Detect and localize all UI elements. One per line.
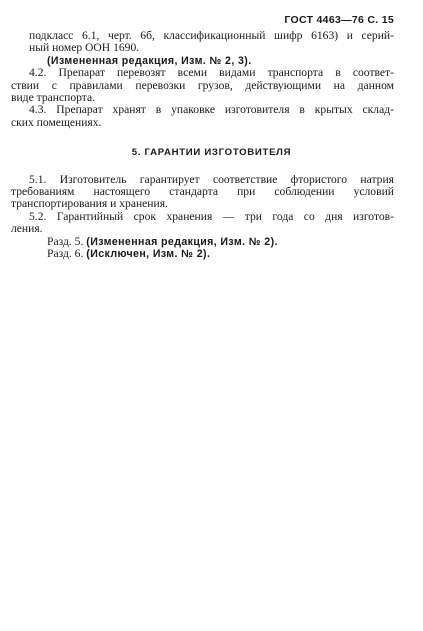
paragraph-4-2 [11, 66, 394, 105]
body-text [11, 29, 394, 261]
text-line: требованиям настоящего стандарта при соблюдении условий [11, 185, 394, 199]
paragraph-5-2 [11, 209, 394, 236]
text-line: ских помещениях. [11, 115, 102, 129]
section-title: 5. ГАРАНТИИ ИЗГОТОВИТЕЛЯ [131, 147, 292, 159]
section-ref: Разд. 5. [47, 234, 87, 248]
amendment-note-text: (Исключен, Изм. № 2). [86, 248, 211, 261]
text-line: 5.1. Изготовитель гарантирует соответствие фтористого натрия [29, 172, 394, 186]
amendment-note-text: (Измененная редакция, Изм. № 2). [86, 235, 278, 248]
running-header: ГОСТ 4463—76 С. 15 [284, 14, 394, 26]
amendment-note-text: (Измененная редакция, Изм. № 2, 3). [47, 54, 252, 67]
text-line: подкласс 6.1, черт. 6б, классификационный шифр 6163) и серий- [29, 29, 394, 42]
text-line: виде транспорта. [11, 91, 96, 105]
text-line: 4.3. Препарат хранят в упаковке изготовителя в крытых склад- [29, 103, 394, 117]
text-line: ления. [11, 222, 43, 236]
section-6-amendment [29, 248, 394, 260]
paragraph-classification [29, 30, 394, 55]
text-line: 4.2. Препарат перевозят всеми видами транспорта в соответ- [29, 66, 394, 80]
text-line: транспортирования и хранения. [11, 197, 168, 211]
paragraph-4-3 [11, 103, 394, 129]
paragraph-5-1 [11, 172, 394, 211]
section-ref: Разд. 6. [47, 247, 87, 261]
text-line: ный номер ООН 1690. [29, 41, 140, 55]
text-line: 5.2. Гарантийный срок хранения — три года со дня изготов- [29, 209, 394, 223]
text-line: ствии с правилами перевозки грузов, действующими на данном [11, 78, 394, 92]
